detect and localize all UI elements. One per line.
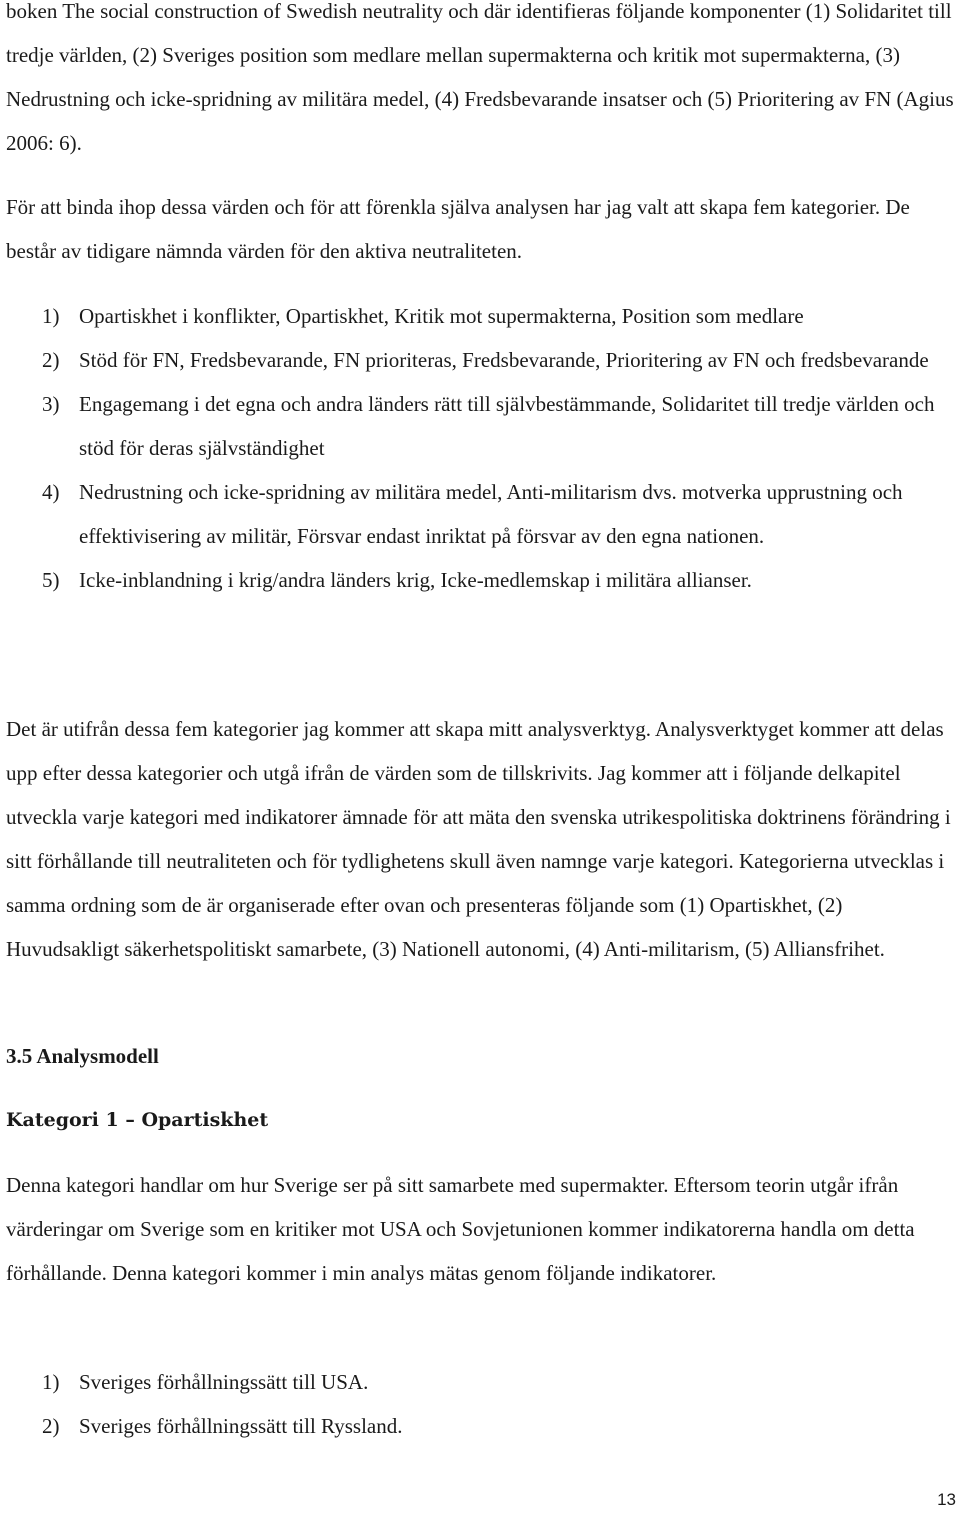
list-item-text: Opartiskhet i konflikter, Opartiskhet, Kritik mot supermakterna, Position som medlare xyxy=(79,304,804,328)
list-item xyxy=(42,294,956,338)
list-item-number: 1) xyxy=(42,1370,60,1394)
list-item-text: Nedrustning och icke-spridning av militära medel, Anti-militarism dvs. motverka upprustning och effektivisering av militär, Försvar endast inriktat på försvar av den egna nationen. xyxy=(79,480,903,548)
paragraph-categories-intro: För att binda ihop dessa värden och för att förenkla själva analysen har jag valt att skapa fem kategorier. De består av tidigare nämnda värden för den aktiva neutraliteten. xyxy=(6,195,910,263)
paragraph-analysis-tool: Det är utifrån dessa fem kategorier jag kommer att skapa mitt analysverktyg. Analysverktyget kommer att delas upp efter dessa kategorier och utgå ifrån de värden som de tillskrivits. Jag kommer att i följande delkapitel utveckla varje kategori med indikatorer ämnade för att mäta den svenska utrikespolitiska doktrinens förändring i sitt förhållande till neutraliteten och för tydlighetens skull även namnge varje kategori. Kategorierna utvecklas i samma ordning som de är organiserade efter ovan och presenteras följande som (1) Opartiskhet, (2) Huvudsakligt säkerhetspolitiskt samarbete, (3) Nationell autonomi, (4) Anti-militarism, (5) Alliansfrihet. xyxy=(6,717,951,961)
page-number: 13 xyxy=(937,1490,956,1509)
list-item-text: Icke-inblandning i krig/andra länders krig, Icke-medlemskap i militära allianser. xyxy=(79,568,752,592)
list-item-text: Sveriges förhållningssätt till Ryssland. xyxy=(79,1414,403,1438)
paragraph-components: boken The social construction of Swedish neutrality och där identifieras följande komponenter (1) Solidaritet till tredje världen, (2) Sveriges position som medlare mellan supermakterna och kritik mot supermakterna, (3) Nedrustning och icke-spridning av militära medel, (4) Fredsbevarande insatser och (5) Prioritering av FN (Agius 2006: 6). xyxy=(6,0,954,155)
list-item xyxy=(42,470,956,558)
section-heading: 3.5 Analysmodell xyxy=(6,1044,159,1068)
list-item xyxy=(42,1404,956,1448)
category-list xyxy=(42,294,956,602)
list-item-text: Sveriges förhållningssätt till USA. xyxy=(79,1370,369,1394)
paragraph-category-1: Denna kategori handlar om hur Sverige ser på sitt samarbete med supermakter. Eftersom teorin utgår ifrån värderingar om Sverige som en kritiker mot USA och Sovjetunionen kommer indikatorerna handla om detta förhållande. Denna kategori kommer i min analys mätas genom följande indikatorer. xyxy=(6,1173,915,1285)
list-item-number: 2) xyxy=(42,348,60,372)
list-item-number: 2) xyxy=(42,1414,60,1438)
list-item-text: Stöd för FN, Fredsbevarande, FN prioriteras, Fredsbevarande, Prioritering av FN och fredsbevarande xyxy=(79,348,929,372)
list-item-number: 4) xyxy=(42,480,60,504)
list-item-number: 3) xyxy=(42,392,60,416)
list-item xyxy=(42,1360,956,1404)
list-item xyxy=(42,558,956,602)
list-item xyxy=(42,382,956,470)
list-item xyxy=(42,338,956,382)
list-item-text: Engagemang i det egna och andra länders rätt till självbestämmande, Solidaritet till tredje världen och stöd för deras självständighet xyxy=(79,392,935,460)
category-subheading: Kategori 1 – Opartiskhet xyxy=(6,1109,269,1131)
list-item-number: 1) xyxy=(42,304,60,328)
list-item-number: 5) xyxy=(42,568,60,592)
indicator-list xyxy=(42,1360,956,1448)
